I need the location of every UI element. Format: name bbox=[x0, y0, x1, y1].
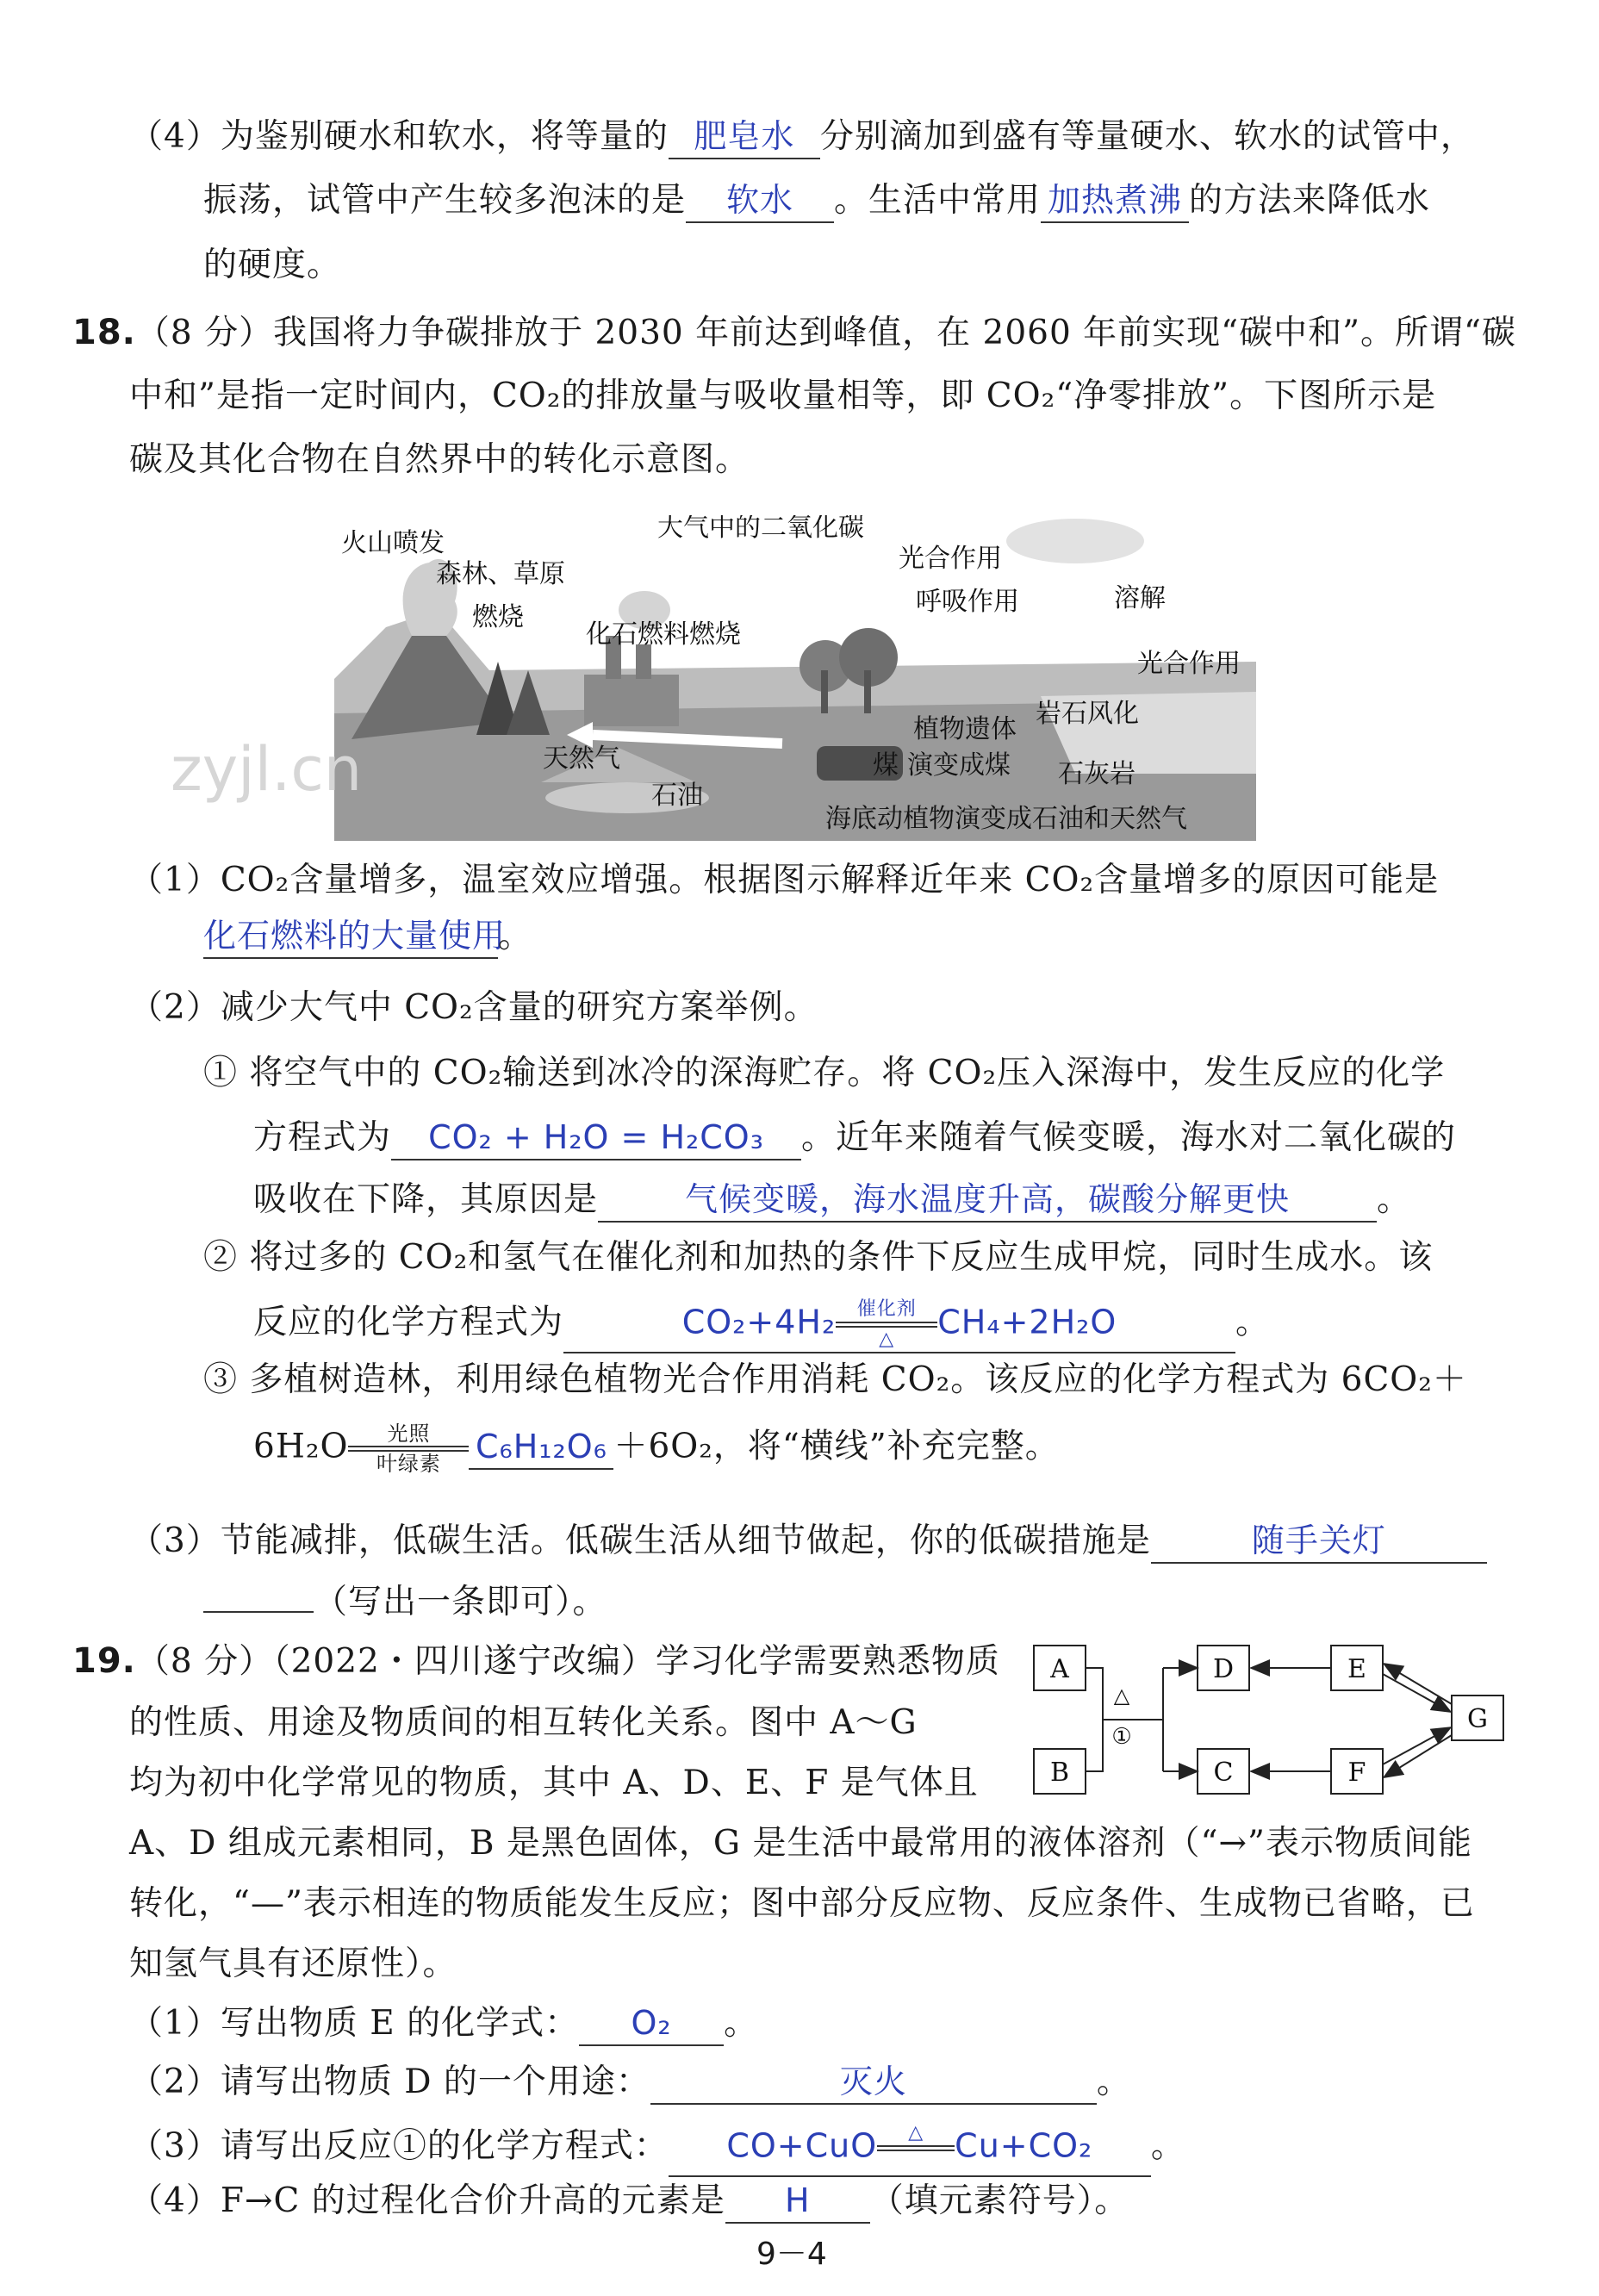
q17-4-blank1: 肥皂水 bbox=[669, 115, 820, 159]
reaction-step: ① bbox=[1111, 1724, 1132, 1750]
carbon-cycle-illustration bbox=[334, 515, 1256, 841]
q18-2-2-line1: ② 将过多的 CO₂和氢气在催化剂和加热的条件下反应生成甲烷，同时生成水。该 bbox=[203, 1238, 1434, 1277]
label-coal-formation: 演变成煤 bbox=[907, 750, 1011, 781]
carbon-cycle-figure bbox=[334, 515, 1256, 841]
q19-3-condition: △ bbox=[877, 2121, 955, 2175]
label-coal: 煤 bbox=[873, 750, 899, 781]
label-respiration: 呼吸作用 bbox=[916, 587, 1019, 617]
label-forest: 森林、草原 bbox=[436, 559, 565, 589]
q19-stem-line6: 知氢气具有还原性）。 bbox=[129, 1944, 457, 1983]
q19-3-blank: CO+CuO △ Cu+CO₂ bbox=[669, 2121, 1151, 2177]
label-dissolve: 溶解 bbox=[1114, 583, 1166, 613]
node-B-label: B bbox=[1049, 1758, 1070, 1788]
q18-2-2-blank: CO₂+4H₂ 催化剂 △ CH₄+2H₂O bbox=[563, 1297, 1235, 1353]
label-seafloor: 海底动植物演变成石油和天然气 bbox=[825, 804, 1187, 834]
q19-stem-line3: 均为初中化学常见的物质，其中 A、D、E、F 是气体且 bbox=[129, 1764, 979, 1802]
q17-4-blank3: 加热煮沸 bbox=[1041, 179, 1189, 223]
q18-2-2-line2: 反应的化学方程式为 CO₂+4H₂ 催化剂 △ CH₄+2H₂O 。 bbox=[253, 1297, 1270, 1353]
q19-2-blank: 灭火 bbox=[650, 2061, 1097, 2105]
q19-stem-line4: A、D 组成元素相同，B 是黑色固体，G 是生活中最常用的液体溶剂（“→”表示物质间能 bbox=[129, 1824, 1472, 1863]
label-photosynthesis-1: 光合作用 bbox=[899, 544, 1002, 574]
label-natural-gas: 天然气 bbox=[543, 744, 620, 774]
node-A-label: A bbox=[1050, 1654, 1069, 1684]
label-photosynthesis-2: 光合作用 bbox=[1137, 649, 1241, 679]
q18-2-1-line3: 吸收在下降，其原因是 气候变暖，海水温度升高，碳酸分解更快 。 bbox=[253, 1179, 1411, 1223]
q18-2-1-line1: ① 将空气中的 CO₂输送到冰冷的深海贮存。将 CO₂压入深海中，发生反应的化学 bbox=[203, 1054, 1446, 1092]
q17-4-line2: 振荡，试管中产生较多泡沫的是 软水 。生活中常用 加热煮沸 的方法来降低水 bbox=[203, 179, 1430, 223]
q18-2-title: （2）减少大气中 CO₂含量的研究方案举例。 bbox=[129, 988, 818, 1027]
node-E-label: E bbox=[1347, 1654, 1366, 1684]
q18-stem-line2: 中和”是指一定时间内，CO₂的排放量与吸收量相等，即 CO₂“净零排放”。下图所示是 bbox=[129, 376, 1437, 415]
q19-stem-line5: 转化，“—”表示相连的物质能发生反应；图中部分反应物、反应条件、生成物已省略，已 bbox=[129, 1884, 1475, 1923]
q18-3-blank: 随手关灯 bbox=[1151, 1520, 1487, 1564]
q18-2-1-blank1: CO₂ + H₂O = H₂CO₃ bbox=[391, 1117, 801, 1160]
q18-1-line2: 化石燃料的大量使用。 bbox=[203, 915, 532, 959]
q19-1-line: （1）写出物质 E 的化学式： O₂ 。 bbox=[129, 2002, 758, 2046]
node-G-label: G bbox=[1467, 1704, 1488, 1734]
q19-diagram-svg bbox=[1025, 1635, 1516, 1803]
q18-2-3-line2: 6H₂O 光照 叶绿素 C₆H₁₂O₆ ＋6O₂，将“横线”补充完整。 bbox=[253, 1422, 1060, 1476]
q19-stem-line1: 19.（8 分）（2022・四川遂宁改编）学习化学需要熟悉物质 bbox=[72, 1641, 1000, 1681]
q17-4-line1: （4）为鉴别硬水和软水，将等量的 肥皂水 分别滴加到盛有等量硬水、软水的试管中， bbox=[129, 115, 1475, 159]
node-F-label: F bbox=[1347, 1758, 1366, 1788]
label-fossil-fuel: 化石燃料燃烧 bbox=[586, 619, 741, 650]
q19-relation-diagram bbox=[1025, 1635, 1516, 1803]
page-number: 9－4 bbox=[756, 2237, 827, 2272]
equation-bar bbox=[836, 1322, 937, 1328]
q18-2-3-condition: 光照 叶绿素 bbox=[348, 1422, 469, 1476]
q19-1-blank: O₂ bbox=[579, 2002, 724, 2046]
q19-stem-line2: 的性质、用途及物质间的相互转化关系。图中 A～G bbox=[129, 1703, 918, 1742]
q19-4-line: （4）F→C 的过程化合价升高的元素是 H （填元素符号）。 bbox=[129, 2180, 1129, 2224]
reaction-condition: △ bbox=[1113, 1683, 1130, 1708]
q18-stem-line3: 碳及其化合物在自然界中的转化示意图。 bbox=[129, 440, 750, 479]
q18-2-3-blank: C₆H₁₂O₆ bbox=[469, 1426, 613, 1470]
label-oil: 石油 bbox=[651, 781, 703, 811]
q18-2-3-line1: ③ 多植树造林，利用绿色植物光合作用消耗 CO₂。该反应的化学方程式为 6CO₂＋ bbox=[203, 1360, 1467, 1399]
q18-2-1-line2: 方程式为 CO₂ + H₂O = H₂CO₃ 。近年来随着气候变暖，海水对二氧化碳的 bbox=[253, 1117, 1456, 1160]
watermark: zyjl.cn bbox=[171, 734, 363, 805]
label-atmosphere: 大气中的二氧化碳 bbox=[657, 515, 864, 543]
q19-4-blank: H bbox=[725, 2180, 870, 2224]
q18-3-line1: （3）节能减排，低碳生活。低碳生活从细节做起，你的低碳措施是 随手关灯 bbox=[129, 1520, 1487, 1564]
q18-1-line1: （1）CO₂含量增多，温室效应增强。根据图示解释近年来 CO₂含量增多的原因可能是 bbox=[129, 861, 1440, 899]
node-C-label: C bbox=[1213, 1758, 1234, 1788]
q18-number: 18. bbox=[72, 313, 136, 352]
equation-bar bbox=[348, 1446, 469, 1452]
node-D-label: D bbox=[1212, 1654, 1235, 1684]
q18-3-blank-cont bbox=[203, 1611, 314, 1613]
q17-4-line3: 的硬度。 bbox=[203, 246, 342, 284]
q19-3-line: （3）请写出反应①的化学方程式： CO+CuO △ Cu+CO₂ 。 bbox=[129, 2121, 1185, 2177]
q18-2-2-condition: 催化剂 △ bbox=[836, 1297, 937, 1352]
q19-2-line: （2）请写出物质 D 的一个用途： 灭火 。 bbox=[129, 2061, 1131, 2105]
q18-2-1-blank2: 气候变暖，海水温度升高，碳酸分解更快 bbox=[598, 1179, 1377, 1223]
q18-stem-line1: 18.（8 分）我国将力争碳排放于 2030 年前达到峰值，在 2060 年前实现“碳中和”。所谓“碳 bbox=[72, 313, 1516, 352]
label-burn: 燃烧 bbox=[472, 602, 524, 632]
condition-spacer bbox=[877, 2151, 955, 2175]
label-limestone: 石灰岩 bbox=[1058, 759, 1135, 789]
q18-3-line2: （写出一条即可）。 bbox=[203, 1582, 607, 1623]
q18-1-blank: 化石燃料的大量使用 bbox=[203, 915, 498, 959]
label-weathering: 岩石风化 bbox=[1036, 699, 1139, 729]
q17-4-blank2: 软水 bbox=[686, 179, 834, 223]
equation-bar bbox=[877, 2145, 955, 2151]
q19-number: 19. bbox=[72, 1641, 136, 1681]
label-plant-remains: 植物遗体 bbox=[913, 714, 1017, 744]
label-volcano: 火山喷发 bbox=[341, 528, 445, 558]
